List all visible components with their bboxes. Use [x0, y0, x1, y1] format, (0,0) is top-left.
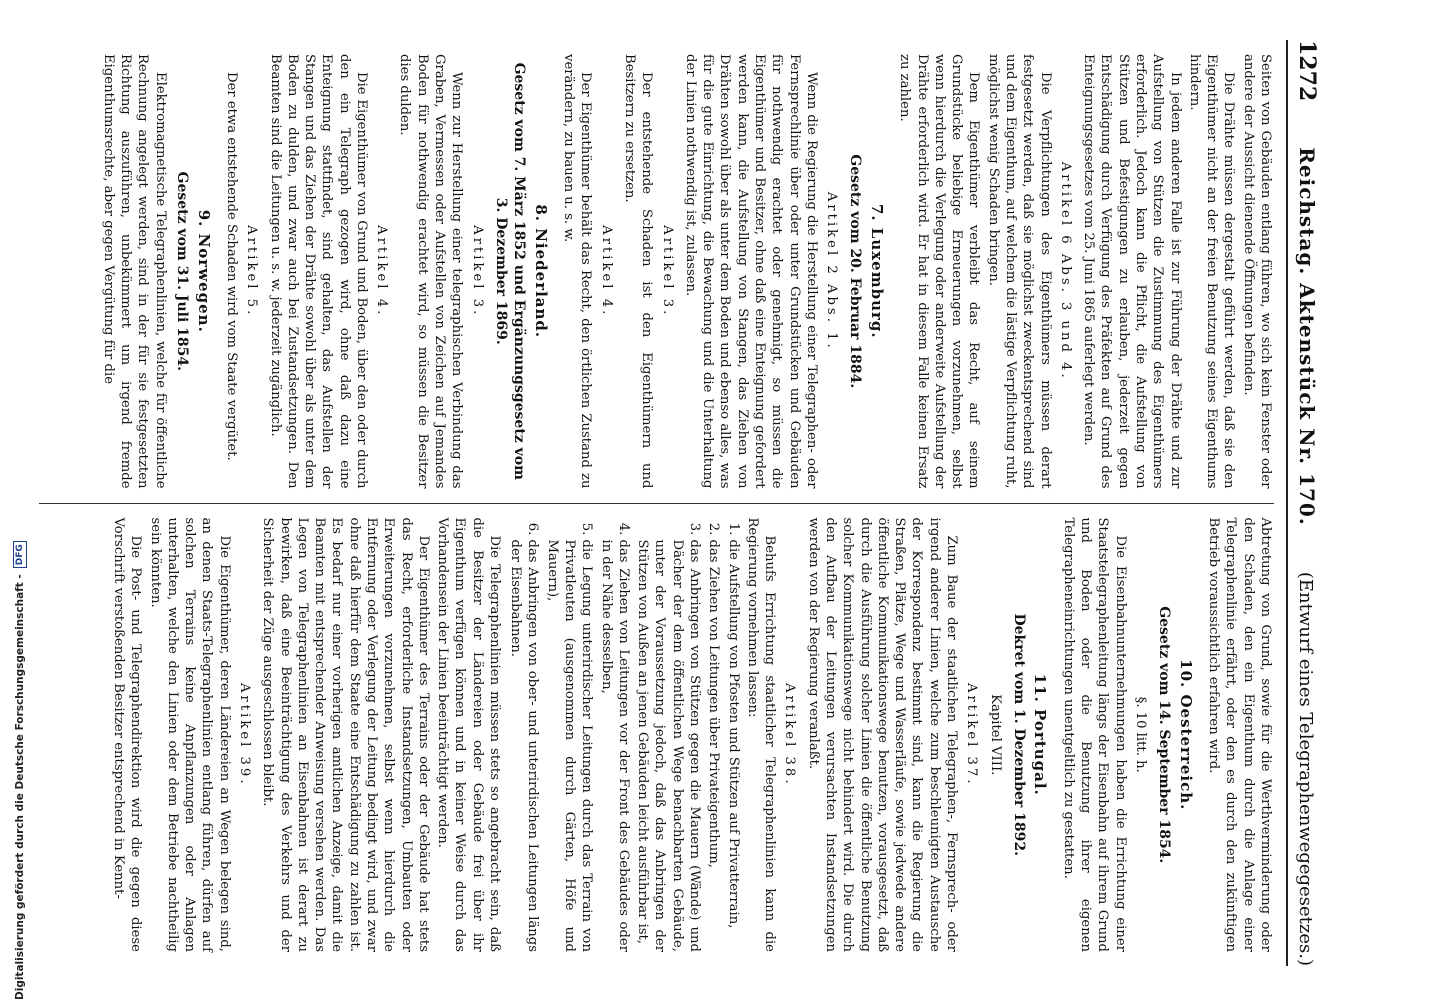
law-heading: Gesetz vom 31. Juli 1854.	[174, 171, 191, 371]
dfg-logo: DFG	[13, 541, 27, 568]
article-heading: Artikel 39.	[237, 682, 252, 787]
section-heading-norwegen: 9. Norwegen.	[194, 209, 213, 333]
list-item: 6. das Anbringen von ober- und unterirdischen Leitungen längs der Eisenbahnen.	[507, 540, 542, 953]
list-item: 3. das Anbringen von Stützen gegen die Mauern (Wände) und Dächer der dem öffentlichen Wege benachbarten Gebäude, unter der Voraussetzung jedoch, daß das Anbringen der Stützen von Außen an jenen Gebäuden leicht ausführbar ist,	[634, 540, 703, 953]
article-heading: Artikel 38.	[782, 682, 798, 787]
paragraph: Dem Eigenthümer verbleibt das Recht, auf seinem Grundstücke beliebige Erneuerungen vorzunehmen, selbst wenn hierdurch die Verlegung oder anderweite Aufstellung der Drähte erforderlich wird. Er hat in diesem Falle keinen Ersatz zu zahlen.	[897, 54, 982, 489]
paragraph: Der Eigenthümer des Terrains oder der Gebäude hat stets das Recht, erforderliche Instandsetzungen, Umbauten oder Erweiterungen vorzunehmen, selbst wenn hierdurch die Entfernung oder Verlegung der Leitung bedingt wird, und zwar ohne daß hierfür dem Staate eine Entschädigung zu zahlen ist. Es bedarf nur einer vorherigen amtlichen Anzeige, damit die Beamten mit entsprechender Anweisung versehen werden. Das Legen von Telegraphenlinien an Eisenbahnen ist derart zu bewirken, daß eine Beeinträchtigung des Verkehrs und der Sicherheit der Züge ausgeschlossen bleibt.	[260, 517, 431, 952]
law-heading: Gesetz vom 14. September 1854.	[1156, 606, 1173, 864]
article-heading: Artikel 5.	[244, 225, 260, 318]
article-heading: Artikel 4.	[374, 225, 390, 318]
paragraph: Der entstehende Schaden ist den Eigenthümern und Besitzern zu ersetzen.	[622, 54, 655, 489]
list-item: 2. das Ziehen von Leitungen über Privateigenthum,	[705, 540, 722, 953]
paragraph: Die Eigenthümer von Grund und Boden, über den oder durch den ein Telegraph gezogen wird, ohne daß dazu eine Enteignung stattfindet, sind gehalten, das Aufstellen der Stangen und das Ziehen der Drähte sowohl über als unter dem Boden zu dulden, und zwar auch bei Zustandsetzungen. Den Beamten sind die Leitungen u. s. w. jederzeit zugänglich.	[267, 54, 369, 489]
paragraph: Die Eigenthümer, deren Ländereien an Wegen belegen sind, an denen Staats-Telegraphenlinien entlang führen, dürfen auf solchen Terrains keine Anpflanzungen oder Anlagen unterhalten, welche den Linien oder dem Betriebe nachtheilig sein könnten.	[147, 517, 232, 952]
paragraph: Die Drähte müssen dergestalt geführt werden, daß sie den Eigenthümer nicht an der freien Benutzung seines Eigenthums hindern.	[1186, 54, 1237, 489]
paragraph: Die Eisenbahnunternehmungen haben die Errichtung einer Staatstelegraphenleitung längs der Eisenbahn auf ihrem Grund und Boden oder die Benutzung ihrer eigenen Telegrapheneinrichtungen unentgeltlich zu gestatten.	[1060, 517, 1128, 952]
paragraph: Der etwa entstehende Schaden wird vom Staate vergütet.	[223, 72, 239, 461]
list-item: 1. die Aufstellung von Pfosten und Stützen auf Privatterrain,	[724, 540, 741, 953]
credit-text: Digitalisierung gefördert durch die Deutsche Forschungsgemeinschaft -	[14, 574, 26, 1000]
article-heading: Artikel 4.	[598, 225, 614, 318]
page-number: 1272	[1294, 40, 1320, 102]
paragraph: Seiten von Gebäuden entlang führen, wo sich kein Fenster oder andere der Aussicht dienende Öffnungen befinden.	[1240, 54, 1273, 489]
list-item: 5. die Legung unterirdischer Leitungen durch das Terrain von Privatleuten (ausgenommen durch Gärten, Höfe und Mauern),	[544, 540, 596, 953]
article-heading: Artikel 6 Abs. 3 und 4.	[1057, 161, 1073, 381]
list-item: 4. das Ziehen von Leitungen vor der Front des Gebäudes oder in der Nähe desselben,	[597, 540, 632, 953]
left-column	[39, 40, 1274, 503]
paragraph: Wenn zur Herstellung einer telegraphischen Verbindung das Graben, Vermessen oder Aufstellen von Zeichen auf Jemandes Boden für nothwendig erachtet wird, so müssen die Besitzer dies dulden.	[397, 54, 465, 489]
section-heading-portugal: 11. Portugal.	[1031, 673, 1050, 796]
chapter-heading: Kapitel VIII.	[987, 694, 1003, 776]
digitization-credit	[12, 0, 28, 1000]
law-heading: Dekret vom 1. Dezember 1892.	[1010, 613, 1027, 857]
article-heading: Artikel 3.	[469, 225, 485, 318]
law-heading: Gesetz vom 7. März 1852 und Ergänzungsgesetz vom 3. Dezember 1869.	[492, 62, 528, 480]
paragraph: In jedem anderen Falle ist zur Führung der Drähte und zur Aufstellung von Stützen die Zustimmung des Eigenthümers erforderlich. Jedoch kann die Pflicht, die Aufstellung von Stützen und Befestigungen zu erlauben, jederzeit gegen Entschädigung durch Verfügung des Präfekten auf Grund des Enteignungsgesetzes vom 25. Juni 1865 auferlegt werden.	[1081, 54, 1183, 489]
paragraph: Der Eigenthümer behält das Recht, den örtlichen Zustand zu verändern, zu bauen u. s. w.	[561, 54, 594, 489]
paragraph: Zum Baue der staatlichen Telegraphen-, Fernsprech- oder irgend anderer Linien, welche zum beschleunigten Austausche der Korrespondenz bestimmt sind, kann die Regierung die Straßen, Plätze, Wege und Wasserläufe, sowie jedwede andere öffentliche Kommunikationswege benutzen, vorausgesetzt, daß durch die Ausführung solcher Linien die öffentliche Benutzung solcher Kommunikationswege nicht behindert wird. Die durch den Aufbau der Leitungen verursachten Instandsetzungen werden von der Regierung veranlaßt.	[805, 517, 959, 952]
paragraph: Behufs Errichtung staatlicher Telegraphenlinien kann die Regierung vornehmen lassen:	[744, 517, 778, 952]
paragraph: Die Verpflichtungen des Eigenthümers müssen derart festgesetzt werden, daß sie möglichst zweckentsprechend sind und dem Eigenthum, auf welchem die lästige Verpflichtung ruht, möglichst wenig Schaden bringen.	[985, 54, 1053, 489]
paragraph: Die Post- und Telegraphendirektion wird die gegen diese Vorschrift verstoßenden Besitzer entsprechend in Kennt-	[111, 517, 144, 952]
article-heading: Artikel 37.	[964, 682, 980, 787]
page-title: Reichstag. Aktenstück Nr. 170.	[1295, 147, 1319, 526]
paragraph: Wenn die Regierung die Herstellung einer Telegraphen- oder Fernsprechlinie über oder unter Grundstücken und Gebäuden für nothwendig erachtet oder genehmigt, so müssen die Eigenthümer und Besitzer, ohne daß eine Enteignung gefordert werden kann, die Aufstellung von Stangen, das Ziehen von Drähten sowohl über als unter dem Boden und ebenso alles, was für die gute Einrichtung, die Bewachung und die Unterhaltung der Linien nothwendig ist, zulassen.	[682, 54, 819, 489]
section-heading-niederland: 8. Niederland.	[531, 204, 550, 339]
page-subtitle: (Entwurf eines Telegraphenwegegesetzes.)	[1295, 571, 1316, 966]
numbered-list	[507, 518, 742, 953]
right-column	[39, 503, 1274, 967]
paragraph: Die Telegraphenlinien müssen stets so angebracht sein, daß die Besitzer der Ländereien oder Gebäude frei über ihr Eigenthum verfügen können und in keiner Weise durch das Vorhandensein der Linien beeinträchtigt werden.	[435, 517, 502, 952]
paragraph: Elektromagnetische Telegraphenlinien, welche für öffentliche Rechnung angelegt werden, sind in der für sie festgesetzten Richtung auszuführen, unbekümmert um irgend fremde Eigenthumsrechte, aber gegen Vergütung für die	[100, 54, 168, 489]
page-header	[1286, 40, 1320, 966]
article-heading: Artikel 2 Abs. 1.	[824, 191, 840, 351]
article-heading: §. 10 litt. h.	[1132, 696, 1148, 773]
article-heading: Artikel 3.	[659, 225, 675, 318]
paragraph: Abtretung von Grund, sowie für die Werthverminderung oder den Schaden, den ein Eigenthum durch die Anlage einer Telegraphenlinie erfährt, oder den es durch den zukünftigen Betrieb voraussichtlich erfahren wird.	[1206, 517, 1273, 952]
law-heading: Gesetz vom 20. Februar 1884.	[847, 154, 864, 389]
section-heading-oesterreich: 10. Oesterreich.	[1176, 659, 1195, 811]
section-heading-luxemburg: 7. Luxemburg.	[868, 203, 887, 339]
